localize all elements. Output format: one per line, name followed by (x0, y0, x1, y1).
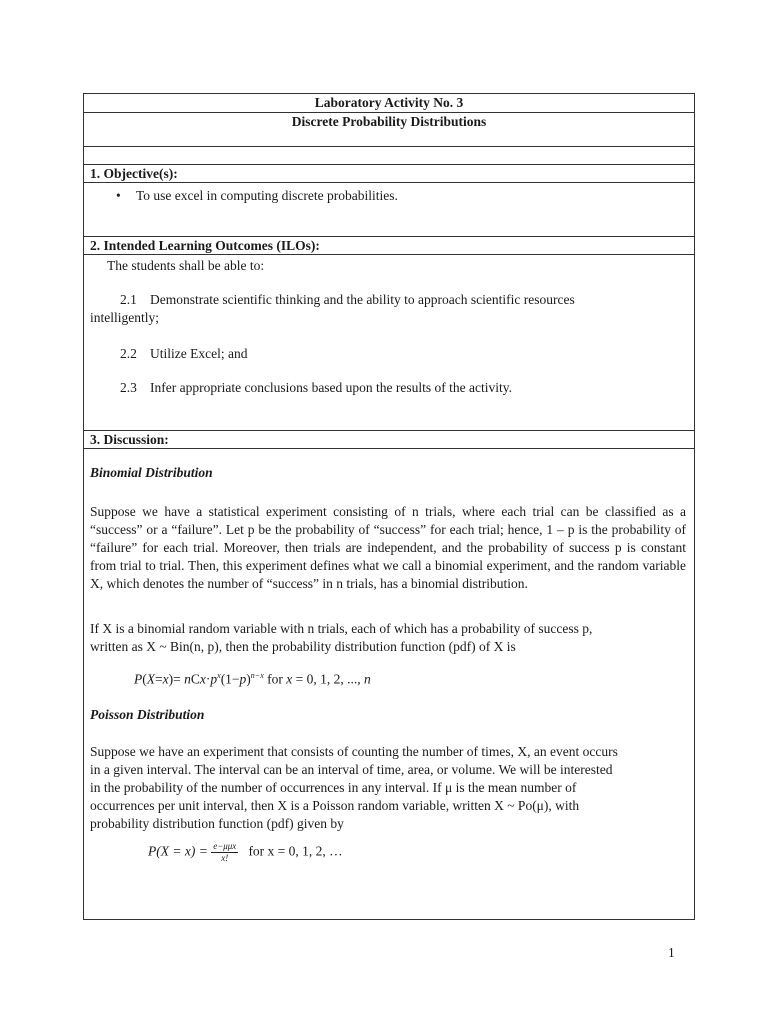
title-row (84, 94, 694, 112)
poisson-formula-fraction (211, 841, 238, 864)
binomial-title: Binomial Distribution (90, 465, 213, 480)
binomial-formula: $P(X=x)= nCx\cdot p^x(1-p)^{n-x}$ for x = 0, 1, 2, ..., n (134, 671, 371, 687)
ilo-text: Utilize Excel; and (150, 346, 248, 361)
poisson-line: probability distribution function (pdf) given by (90, 816, 344, 831)
objectives-body-row (84, 182, 694, 237)
ilos-heading-row (84, 236, 694, 255)
poisson-formula (148, 841, 343, 864)
poisson-line: in the probability of the number of occurrences in any interval. If μ is the mean number of (90, 780, 577, 795)
ilos-heading: 2. Intended Learning Outcomes (ILOs): (90, 238, 320, 253)
discussion-heading: 3. Discussion: (90, 432, 169, 447)
poisson-formula-range: for x = 0, 1, 2, … (248, 843, 343, 859)
ilo-number: 2.2 (120, 346, 137, 361)
poisson-formula-denominator: x! (221, 853, 229, 863)
lab-activity-sheet (83, 93, 695, 920)
ilo-text-cont: intelligently; (90, 310, 159, 325)
ilos-intro: The students shall be able to: (107, 258, 265, 273)
ilo-text: Demonstrate scientific thinking and the ability to approach scientific resources (150, 292, 575, 307)
spacer-row (84, 146, 694, 165)
page-subtitle: Discrete Probability Distributions (291, 114, 487, 129)
poisson-title: Poisson Distribution (90, 707, 205, 722)
binomial-pdf-intro-cont: written as X ~ Bin(n, p), then the probability distribution function (pdf) of X is (90, 639, 516, 654)
page-title: Laboratory Activity No. 3 (314, 95, 464, 110)
ilo-number: 2.1 (120, 292, 137, 307)
poisson-formula-lhs: P(X = x) = (148, 843, 208, 859)
ilos-body-row (84, 254, 694, 431)
poisson-formula-numerator: e−μμx (213, 841, 237, 851)
discussion-body-row (84, 448, 694, 920)
page-number: 1 (668, 945, 675, 960)
ilo-text: Infer appropriate conclusions based upon the results of the activity. (150, 380, 513, 395)
binomial-paragraph: Suppose we have a statistical experiment consisting of n trials, where each trial can be classified as a “success” or a “failure”. Let p be the probability of “success” for each trial; hence, 1 – p is the probability of “failure” for each trial. Moreover, then trials are independent, and the probability of success p is constant from trial to trial. Then, this experiment defines what we call a binomial experiment, and the random variable X, which denotes the number of “success” in n trials, has a binomial distribution. (90, 504, 686, 591)
poisson-line: in a given interval. The interval can be an interval of time, area, or volume. We will be interested (90, 762, 613, 777)
objectives-heading: 1. Objective(s): (90, 166, 178, 181)
binomial-pdf-intro: If X is a binomial random variable with n trials, each of which has a probability of success p, (90, 621, 593, 636)
objective-item: To use excel in computing discrete probabilities. (136, 188, 398, 203)
ilo-number: 2.3 (120, 380, 137, 395)
poisson-line: occurrences per unit interval, then X is a Poisson random variable, written X ~ Po(μ), with (90, 798, 580, 813)
subtitle-row (84, 112, 694, 147)
bullet-icon: • (116, 188, 121, 203)
discussion-heading-row (84, 430, 694, 449)
objectives-heading-row (84, 164, 694, 183)
poisson-line: Suppose we have an experiment that consists of counting the number of times, X, an event occurs (90, 744, 618, 759)
